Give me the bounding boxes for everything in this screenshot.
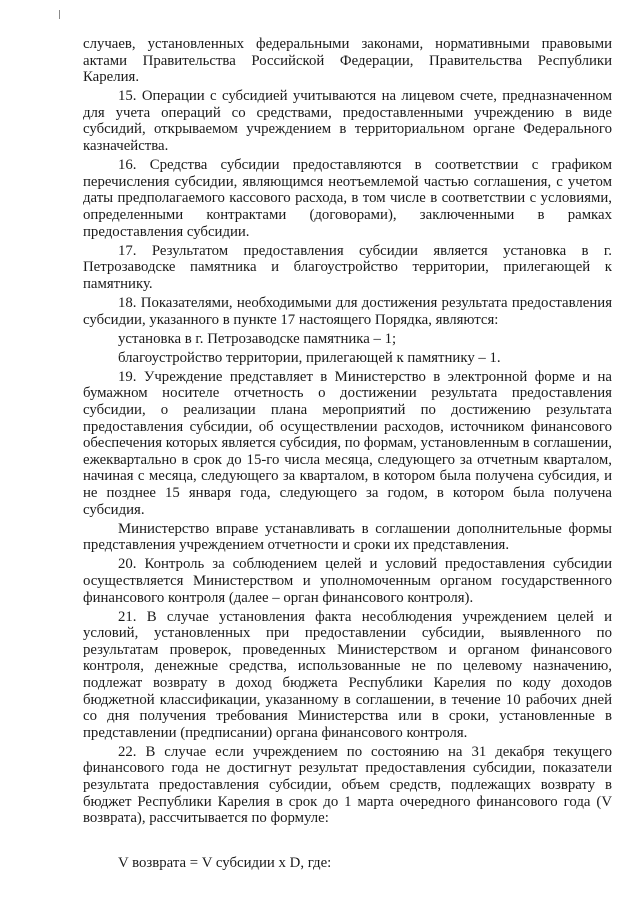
paragraph-18: 18. Показателями, необходимыми для достижения результата предоставления субсидии, указанного в пункте 17 настоящего Порядка, являются: bbox=[83, 294, 612, 328]
paragraph-continuation: случаев, установленных федеральными законами, нормативными правовыми актами Правительства Российской Федерации, Правительства Республики Карелия. bbox=[83, 36, 612, 86]
paragraph-22: 22. В случае если учреждением по состоянию на 31 декабря текущего финансового года не достигнут результат предоставления субсидии, показатели результата предоставления субсидии, объем средств, подлежащих возврату в бюджет Республики Карелия в срок до 1 марта очередного финансового года (V возврата), рассчитывается по формуле: bbox=[83, 743, 612, 827]
indicator-territory: благоустройство территории, прилегающей к памятнику – 1. bbox=[118, 349, 501, 366]
return-formula: V возврата = V субсидии x D, где: bbox=[118, 854, 332, 871]
scan-mark bbox=[59, 10, 60, 19]
paragraph-17: 17. Результатом предоставления субсидии является установка в г. Петрозаводске памятника и благоустройство территории, прилегающей к памятнику. bbox=[83, 242, 612, 292]
paragraph-21: 21. В случае установления факта несоблюдения учреждением целей и условий, установленных при предоставлении субсидии, выявленного по результатам проверок, проведенных Министерством и органом финансового контроля, денежные средства, использованные не по целевому назначению, подлежат возврату в доход бюджета Республики Карелия по коду доходов бюджетной классификации, указанному в соглашении, в течение 10 рабочих дней со дня получения требования Министерства или в сроки, установленные в представлении (предписании) органа финансового контроля. bbox=[83, 608, 612, 741]
paragraph-19: 19. Учреждение представляет в Министерство в электронной форме и на бумажном носителе отчетность о достижении результата предоставления субсидии, о реализации плана мероприятий по достижению результата предоставления субсидии, об осуществлении расходов, источником финансового обеспечения которых является субсидия, по формам, установленным в соглашении, ежеквартально в срок до 15-го числа месяца, следующего за отчетным кварталом, начиная с месяца, следующего за кварталом, в котором была получена субсидия, и не позднее 15 января года, следующего за годом, в котором была получена субсидия. bbox=[83, 368, 612, 518]
paragraph-20: 20. Контроль за соблюдением целей и условий предоставления субсидии осуществляется Министерством и уполномоченным органом государственного финансового контроля (далее – орган финансового контроля). bbox=[83, 556, 612, 606]
paragraph-19-additional: Министерство вправе устанавливать в соглашении дополнительные формы представления учреждением отчетности и сроки их представления. bbox=[83, 520, 612, 554]
paragraph-16: 16. Средства субсидии предоставляются в соответствии с графиком перечисления субсидии, являющимся неотъемлемой частью соглашения, с учетом даты предполагаемого кассового расхода, в том числе в соответствии с условиями, определенными контрактами (договорами), заключенными в рамках предоставления субсидии. bbox=[83, 157, 612, 240]
paragraph-15: 15. Операции с субсидией учитываются на лицевом счете, предназначенном для учета операций со средствами, предоставленными учреждению в виде субсидий, открываемом учреждением в территориальном органе Федерального казначейства. bbox=[83, 88, 612, 155]
indicator-monument: установка в г. Петрозаводске памятника – 1; bbox=[118, 330, 397, 347]
